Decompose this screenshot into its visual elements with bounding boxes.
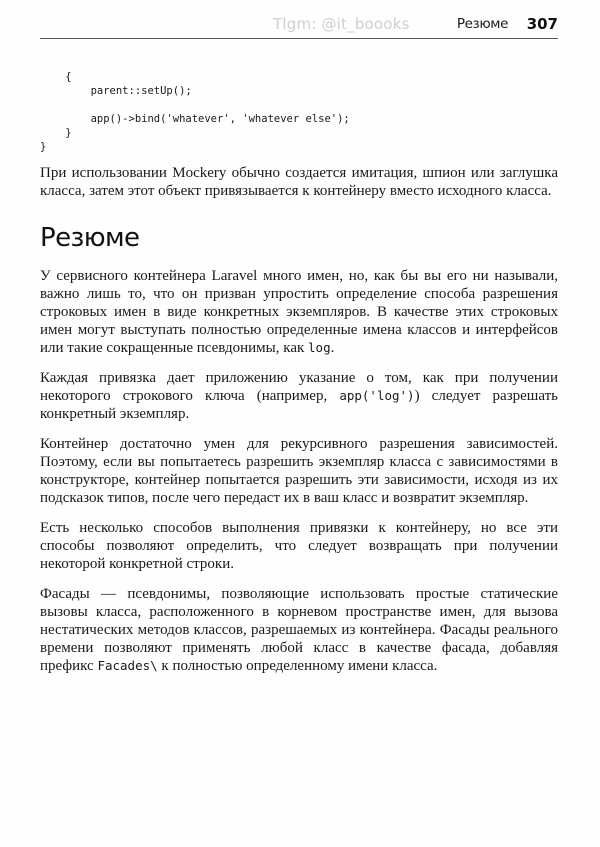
paragraph-text: . xyxy=(330,340,335,356)
code-line: app()->bind('whatever', 'whatever else'); xyxy=(40,113,350,125)
summary-paragraph xyxy=(40,585,558,675)
watermark: Tlgm: @it_boooks xyxy=(273,15,410,33)
inline-code: app('log') xyxy=(339,388,415,403)
paragraph-text: Есть несколько способов выполнения привязки к контейнеру, но все эти способы позволяют определить, что следует возвращать при получении некоторой конкретной строки. xyxy=(40,520,558,572)
page-header xyxy=(40,14,558,39)
code-line xyxy=(40,98,350,112)
paragraph-text: У сервисного контейнера Laravel много имен, но, как бы вы его ни называли, важно лишь то, что он призван упростить определение способа разрешения строковых имен в виде конкретных экземпляров. В качестве этих строковых имен могут выступать полностью определенные имена классов и интерфейсов или такие сокращенные псевдонимы, как xyxy=(40,268,558,356)
page-number: 307 xyxy=(526,15,558,33)
page-body xyxy=(40,164,558,687)
section-heading: Резюме xyxy=(40,223,140,253)
code-line: parent::setUp(); xyxy=(40,85,192,97)
code-line: } xyxy=(40,127,72,139)
paragraph-text: Каждая привязка дает приложению указание о том, как при получении некоторого строкового ключа (например, xyxy=(40,370,558,404)
code-line: { xyxy=(40,71,72,83)
inline-code: Facades\ xyxy=(97,658,158,673)
paragraph-text: Фасады — псевдонимы, позволяющие использовать простые статические вызовы класса, расположенного в корневом пространстве имен, для вызова нестатических методов классов, разрешаемых из контейнера. Фасады реального времени позволяют применять любой класс в качестве фасада, добавляя префикс xyxy=(40,586,558,674)
paragraph-text: ) следует разрешать конкретный экземпляр. xyxy=(40,388,558,422)
summary-paragraph xyxy=(40,435,558,507)
intro-paragraph: При использовании Mockery обычно создается имитация, шпион или заглушка класса, затем этот объект привязывается к контейнеру вместо исходного класса. xyxy=(40,165,558,199)
running-title: Резюме xyxy=(456,16,508,32)
paragraph-text: к полностью определенному имени класса. xyxy=(157,658,438,674)
code-block xyxy=(40,70,350,154)
inline-code: log xyxy=(308,340,331,355)
paragraph-text: Контейнер достаточно умен для рекурсивного разрешения зависимостей. Поэтому, если вы попытаетесь разрешить экземпляр класса с зависимостями в конструкторе, контейнер попытается разрешить эти зависимости, исходя из их подсказок типов, после чего передаст их в ваш класс и возвратит экземпляр. xyxy=(40,436,558,506)
summary-paragraph xyxy=(40,267,558,357)
code-line: } xyxy=(40,141,47,153)
summary-paragraph xyxy=(40,519,558,573)
summary-paragraph xyxy=(40,369,558,423)
